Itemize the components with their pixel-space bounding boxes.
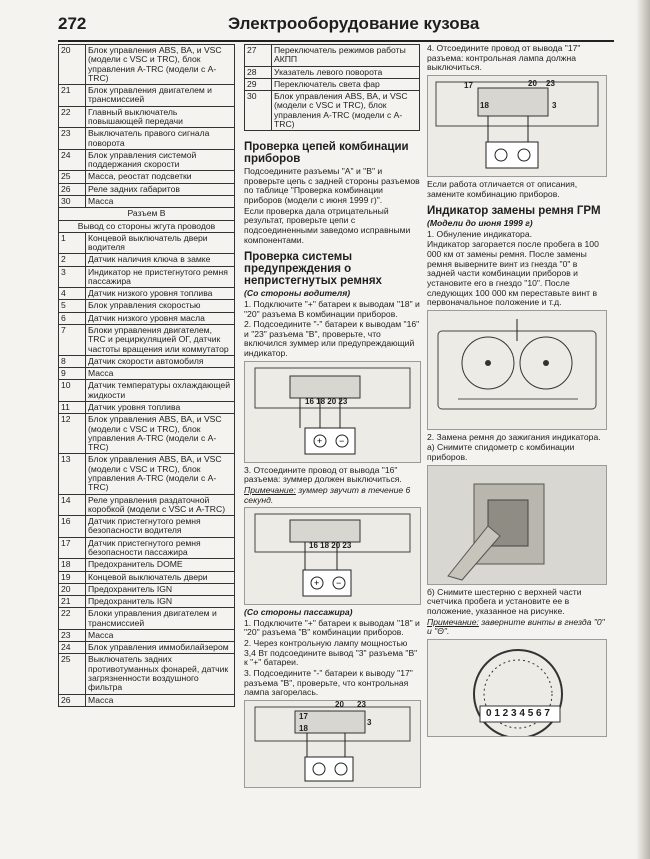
connector-diagram bbox=[428, 76, 606, 176]
pin-number: 8 bbox=[59, 355, 86, 367]
pin-description: Блок управления ABS, ВА, и VSC (модели с VSC и TRC), блок управления A-TRC (модели с A-TRC) bbox=[86, 454, 235, 494]
pin-number: 5 bbox=[59, 300, 86, 312]
pin-description: Масса bbox=[86, 195, 235, 207]
table-row bbox=[59, 312, 235, 324]
table-row bbox=[59, 368, 235, 380]
pin-number: 22 bbox=[59, 608, 86, 630]
table-row bbox=[59, 183, 235, 195]
section-title-row-cell: Разъем В bbox=[59, 208, 235, 220]
pin-label: 20 bbox=[335, 699, 344, 709]
table-row bbox=[59, 583, 235, 595]
wiring-figure-2 bbox=[244, 507, 421, 605]
pin-description: Датчик низкого уровня топлива bbox=[86, 288, 235, 300]
section-title-row bbox=[59, 208, 235, 220]
svg-text:−: − bbox=[339, 435, 345, 446]
note bbox=[244, 486, 421, 505]
pin-description: Масса bbox=[86, 368, 235, 380]
table-row bbox=[59, 149, 235, 171]
table-row bbox=[245, 78, 420, 90]
step: 1. Подключите "+" батареи к выводам "18" и "20" разъема В комбинации приборов. bbox=[244, 298, 420, 319]
pin-number: 7 bbox=[59, 325, 86, 356]
pin-description: Предохранитель DOME bbox=[86, 559, 235, 571]
pin-description: Датчик температуры охлаждающей жидкости bbox=[86, 380, 235, 402]
right-column bbox=[427, 44, 607, 740]
step: 2. Через контрольную лампу мощностью 3,4 Вт подсоедините вывод "3" разъема "В" к "+" батареи. bbox=[244, 638, 418, 668]
heading-timing-belt: Индикатор замены ремня ГРМ bbox=[427, 205, 601, 218]
pin-number: 6 bbox=[59, 312, 86, 324]
step: 3. Подсоедините "-" батареи к выводу "17" разъема "В", проверьте, что контрольная лампа загорелась. bbox=[244, 667, 413, 698]
pin-label: 18 bbox=[480, 100, 489, 110]
table-row bbox=[59, 266, 235, 288]
step: 2. Подсоедините "-" батареи к выводам "16" и "23" разъема "В", проверьте, что включился зуммер или предупреждающий индикатор. bbox=[244, 319, 420, 359]
svg-text:+: + bbox=[314, 578, 320, 589]
pin-number: 3 bbox=[59, 266, 86, 288]
paragraph: Если проверка дала отрицательный результат, проверьте цепи с подсоединенными заведомо исправными компонентами. bbox=[244, 205, 411, 245]
pin-number: 28 bbox=[245, 66, 272, 78]
paragraph: Индикатор загорается после пробега в 100 000 км от замены ремня. После замены ремня выверните винт из гнезда "0" в задней части комбинации приборов и установите его в гнездо "10". После следующих 100 000 км переставьте винт в первоначальное положение и т.д. bbox=[427, 239, 599, 308]
pin-labels: 16 18 20 23 bbox=[305, 396, 348, 406]
pin-description: Датчик скорости автомобиля bbox=[86, 355, 235, 367]
models-subheading: (Модели до июня 1999 г) bbox=[427, 218, 533, 229]
table-row bbox=[59, 45, 235, 85]
table-row bbox=[59, 414, 235, 454]
pin-number: 20 bbox=[59, 583, 86, 595]
paragraph: Если работа отличается от описания, замените комбинацию приборов. bbox=[427, 178, 578, 199]
table-row bbox=[245, 45, 420, 67]
middle-column bbox=[244, 139, 421, 791]
heading-seatbelt-check: Проверка системы предупреждения о непристегнутых ремнях bbox=[244, 251, 382, 288]
pin-description: Датчик пристегнутого ремня безопасности пассажира bbox=[86, 537, 235, 559]
table-row bbox=[59, 85, 235, 107]
pin-description: Блок управления системой поддержания скорости bbox=[86, 149, 235, 171]
pin-number: 12 bbox=[59, 414, 86, 454]
pin-description: Концевой выключатель двери водителя bbox=[86, 232, 235, 254]
pin-number: 20 bbox=[59, 45, 86, 85]
svg-text:+: + bbox=[317, 435, 323, 446]
table-row bbox=[59, 300, 235, 312]
note-label: Примечание: bbox=[244, 484, 296, 495]
pin-description: Блоки управления двигателем, TRC и рециркуляцией ОГ, датчик частоты вращения или коммутатор bbox=[86, 325, 235, 356]
pin-number: 16 bbox=[59, 516, 86, 538]
table-row bbox=[59, 355, 235, 367]
pin-description: Реле задних габаритов bbox=[86, 183, 235, 195]
page-number: 272 bbox=[58, 14, 87, 33]
pin-number: 9 bbox=[59, 368, 86, 380]
table-row bbox=[59, 325, 235, 356]
table-row bbox=[59, 629, 235, 641]
pin-description: Переключатель света фар bbox=[272, 78, 420, 90]
pin-label: 23 bbox=[357, 699, 366, 709]
pin-label: 3 bbox=[367, 717, 372, 727]
pin-label: 23 bbox=[546, 78, 555, 88]
section-subtitle-row bbox=[59, 220, 235, 232]
section-subtitle-row-cell: Вывод со стороны жгута проводов bbox=[59, 220, 235, 232]
pin-description: Масса, реостат подсветки bbox=[86, 171, 235, 183]
pin-number: 24 bbox=[59, 149, 86, 171]
wiring-figure-4 bbox=[427, 75, 607, 177]
pin-label: 3 bbox=[552, 100, 557, 110]
driver-side-subheading: (Со стороны водителя) bbox=[244, 288, 351, 299]
svg-text:−: − bbox=[336, 578, 342, 589]
table-row bbox=[59, 171, 235, 183]
pin-description: Блок управления ABS, ВА, и VSC (модели с VSC и TRC), блок управления A-TRC (модели с A-TRC) bbox=[272, 91, 420, 131]
pin-description: Масса bbox=[86, 629, 235, 641]
pin-description: Блок управления иммобилайзером bbox=[86, 642, 235, 654]
pin-number: 1 bbox=[59, 232, 86, 254]
passenger-side-subheading: (Со стороны пассажира) bbox=[244, 607, 353, 618]
table-row bbox=[59, 380, 235, 402]
table-row bbox=[59, 106, 235, 128]
speedometer-illustration bbox=[428, 466, 606, 584]
pin-description: Датчик наличия ключа в замке bbox=[86, 254, 235, 266]
page-title: Электрооборудование кузова bbox=[228, 14, 480, 33]
pin-number: 13 bbox=[59, 454, 86, 494]
gear-illustration bbox=[428, 640, 606, 736]
pin-number: 27 bbox=[245, 45, 272, 67]
pin-description: Блоки управления двигателем и трансмиссией bbox=[86, 608, 235, 630]
pin-labels: 16 18 20 23 bbox=[309, 541, 352, 551]
note-text: зуммер звучит в течение 6 секунд. bbox=[244, 484, 411, 505]
pin-description: Предохранитель IGN bbox=[86, 596, 235, 608]
pin-number: 26 bbox=[59, 183, 86, 195]
pin-number: 10 bbox=[59, 380, 86, 402]
pin-description: Блок управления ABS, ВА, и VSC (модели с VSC и TRC), блок управления A-TRC (модели с A-TRC) bbox=[86, 45, 235, 85]
cluster-illustration bbox=[428, 311, 606, 429]
table-row bbox=[59, 516, 235, 538]
connector-diagram bbox=[245, 508, 420, 604]
step: 1. Обнуление индикатора. bbox=[427, 228, 532, 239]
pin-description: Указатель левого поворота bbox=[272, 66, 420, 78]
pin-description: Датчик низкого уровня масла bbox=[86, 312, 235, 324]
connector-diagram bbox=[245, 701, 420, 787]
wiring-figure-3 bbox=[244, 700, 421, 788]
odometer-gear-figure bbox=[427, 639, 607, 737]
step: б) Снимите шестерню с верхней части счетчика пробега и установите ее в положение, указанное на рисунке. bbox=[427, 586, 582, 616]
speedometer-photo bbox=[427, 465, 607, 585]
pin-description: Масса bbox=[86, 694, 235, 706]
pin-number: 25 bbox=[59, 171, 86, 183]
note bbox=[427, 618, 607, 637]
table-row bbox=[59, 494, 235, 516]
table-row bbox=[59, 596, 235, 608]
pin-description: Индикатор не пристегнутого ремня пассажира bbox=[86, 266, 235, 288]
table-row bbox=[59, 608, 235, 630]
odometer-digits: 0 1 2 3 4 5 6 7 bbox=[486, 707, 550, 719]
pin-number: 30 bbox=[59, 195, 86, 207]
table-row bbox=[59, 654, 235, 694]
pin-label: 20 bbox=[528, 78, 537, 88]
pin-number: 22 bbox=[59, 106, 86, 128]
pin-number: 23 bbox=[59, 629, 86, 641]
page-header bbox=[58, 14, 614, 42]
pin-number: 21 bbox=[59, 596, 86, 608]
pin-description: Датчик пристегнутого ремня безопасности водителя bbox=[86, 516, 235, 538]
connector-table bbox=[58, 44, 235, 707]
pin-description: Реле управления раздаточной коробкой (модели с VSC и A-TRC) bbox=[86, 494, 235, 516]
table-row bbox=[245, 91, 420, 131]
heading-instrument-check: Проверка цепей комбинации приборов bbox=[244, 141, 409, 166]
connector-diagram bbox=[245, 362, 420, 462]
step: 3. Отсоедините провод от вывода "16" разъема: зуммер должен выключиться. bbox=[244, 464, 402, 485]
pin-number: 21 bbox=[59, 85, 86, 107]
table-row bbox=[59, 254, 235, 266]
page-edge-shadow bbox=[636, 0, 650, 859]
table-row bbox=[59, 195, 235, 207]
table-row bbox=[59, 559, 235, 571]
table-row bbox=[59, 288, 235, 300]
table-row bbox=[59, 454, 235, 494]
paragraph: Подсоедините разъемы "А" и "В" и проверьте цепь с задней стороны разъемов по таблице "Проверка комбинации приборов (модели с июня 1999 г)". bbox=[244, 166, 420, 205]
note-label: Примечание: bbox=[427, 616, 479, 627]
note-text: заверните винты в гнезда "0" и "Θ". bbox=[427, 616, 605, 637]
step: 1. Подключите "+" батареи к выводам "18" и "20" разъема "В" комбинации приборов. bbox=[244, 617, 420, 638]
pin-description: Переключатель режимов работы АКПП bbox=[272, 45, 420, 67]
pin-number: 23 bbox=[59, 128, 86, 150]
table-row bbox=[59, 571, 235, 583]
step: а) Снимите спидометр с комбинации приборов. bbox=[427, 442, 575, 463]
pin-description: Выключатель задних противотуманных фонарей, датчик загрязненности воздушного фильтра bbox=[86, 654, 235, 694]
pin-number: 26 bbox=[59, 694, 86, 706]
pin-number: 11 bbox=[59, 402, 86, 414]
pin-number: 4 bbox=[59, 288, 86, 300]
pin-description: Датчик уровня топлива bbox=[86, 402, 235, 414]
pin-description: Выключатель правого сигнала поворота bbox=[86, 128, 235, 150]
pin-number: 2 bbox=[59, 254, 86, 266]
pin-label: 18 bbox=[299, 723, 308, 733]
pin-label: 17 bbox=[464, 80, 473, 90]
connector-table-continued bbox=[244, 44, 420, 131]
pin-label: 17 bbox=[299, 711, 308, 721]
table-row bbox=[59, 402, 235, 414]
pin-number: 29 bbox=[245, 78, 272, 90]
pin-description: Концевой выключатель двери bbox=[86, 571, 235, 583]
table-row bbox=[59, 537, 235, 559]
step: 4. Отсоедините провод от вывода "17" разъема: контрольная лампа должна выключиться. bbox=[427, 43, 581, 73]
pin-description: Блок управления двигателем и трансмиссией bbox=[86, 85, 235, 107]
pin-number: 18 bbox=[59, 559, 86, 571]
table-row bbox=[59, 694, 235, 706]
instrument-cluster-figure bbox=[427, 310, 607, 430]
pin-description: Главный выключатель повышающей передачи bbox=[86, 106, 235, 128]
pin-number: 14 bbox=[59, 494, 86, 516]
pin-number: 25 bbox=[59, 654, 86, 694]
wiring-figure-1 bbox=[244, 361, 421, 463]
pin-number: 30 bbox=[245, 91, 272, 131]
table-row bbox=[59, 642, 235, 654]
table-row bbox=[245, 66, 420, 78]
table-row bbox=[59, 232, 235, 254]
pin-description: Предохранитель IGN bbox=[86, 583, 235, 595]
pin-description: Блок управления ABS, ВА, и VSC (модели с VSC и TRC), блок управления A-TRC (модели с A-TRC) bbox=[86, 414, 235, 454]
pin-description: Блок управления скоростью bbox=[86, 300, 235, 312]
pin-number: 19 bbox=[59, 571, 86, 583]
step: 2. Замена ремня до зажигания индикатора. bbox=[427, 431, 601, 442]
pin-number: 17 bbox=[59, 537, 86, 559]
table-row bbox=[59, 128, 235, 150]
pin-number: 24 bbox=[59, 642, 86, 654]
